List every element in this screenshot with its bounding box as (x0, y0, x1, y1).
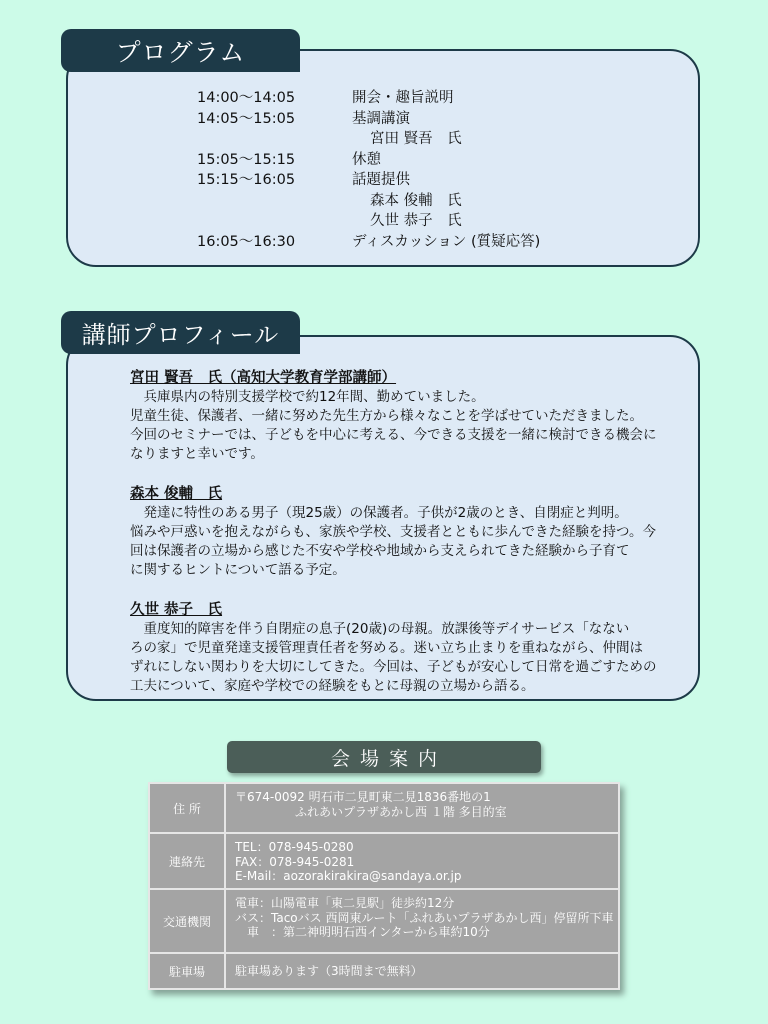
profile-body (130, 388, 670, 464)
schedule-speaker-row (197, 129, 540, 150)
venue-row (150, 954, 618, 988)
schedule-time: 15:15～16:05 (197, 172, 296, 188)
venue-label: 連絡先 (150, 834, 226, 888)
schedule-time-spacer (197, 191, 352, 212)
profile-line: 悩みや戸惑いを抱えながらも、家族や学校、支援者とともに歩んできた経験を持つ。今 (130, 524, 656, 540)
venue-label: 駐車場 (150, 954, 226, 988)
schedule-event: 休憩 (352, 151, 381, 168)
schedule-event: 話題提供 (352, 172, 410, 188)
venue-line: TEL：078-945-0280 (235, 840, 354, 854)
venue-line: 〒674-0092 明石市二見町東二見1836番地の1 (235, 790, 491, 804)
venue-label: 交通機関 (150, 890, 226, 952)
venue-line: 駐車場あります（3時間まで無料） (235, 964, 423, 978)
venue-content (226, 834, 618, 888)
schedule-row (197, 150, 540, 171)
profile-block (130, 600, 670, 696)
venue-table (148, 782, 620, 990)
schedule-speaker: 宮田 賢吾 氏 (370, 131, 462, 147)
profile-line: 回は保護者の立場から感じた不安や学校や地域から支えられてきた経験から子育て (130, 543, 630, 559)
venue-line: ふれあいプラザあかし西 １階 多目的室 (235, 804, 507, 819)
schedule-speaker-row (197, 191, 540, 212)
profile-line: 今回のセミナーでは、子どもを中心に考える、今できる支援を一緒に検討できる機会に (130, 427, 657, 443)
profile-line: 工夫について、家庭や学校での経験をもとに母親の立場から語る。 (130, 678, 535, 694)
profile-line: ろの家」で児童発達支援管理責任者を努める。迷い立ち止まりを重ねながら、仲間は (130, 640, 643, 656)
profile-body (130, 620, 670, 696)
venue-content (226, 784, 618, 832)
schedule-event: ディスカッション (質疑応答) (352, 233, 541, 250)
profile-title: 講師プロフィール (61, 311, 300, 354)
profile-block (130, 368, 670, 464)
schedule-speaker-row (197, 211, 540, 232)
profile-line: ずれにしない関わりを大切にしてきた。今回は、子どもが安心して日常を過ごすための (130, 659, 657, 675)
profile-line: 児童生徒、保護者、一緒に努めた先生方から様々なことを学ばせていただきました。 (130, 408, 643, 424)
schedule-row (197, 232, 540, 253)
schedule-row (197, 88, 540, 109)
venue-row (150, 784, 618, 834)
schedule-time: 16:05～16:30 (197, 233, 296, 250)
venue-line: E-Mail：aozorakirakira@sandaya.or.jp (235, 869, 462, 883)
schedule-list (197, 88, 540, 252)
profile-body (130, 504, 670, 580)
profile-name: 宮田 賢吾 氏（高知大学教育学部講師） (130, 370, 397, 386)
profile-line: 発達に特性のある男子（現25歳）の保護者。子供が2歳のとき、自閉症と判明。 (130, 505, 628, 521)
schedule-event: 開会・趣旨説明 (352, 90, 454, 106)
venue-label: 住 所 (150, 784, 226, 832)
venue-row (150, 890, 618, 954)
profile-name: 久世 恭子 氏 (130, 602, 223, 618)
schedule-time: 14:05～15:05 (197, 110, 296, 127)
program-title: プログラム (61, 29, 300, 72)
schedule-row (197, 109, 540, 130)
venue-line: FAX：078-945-0281 (235, 854, 355, 869)
profile-line: 重度知的障害を伴う自閉症の息子(20歳)の母親。放課後等デイサービス「なない (130, 621, 630, 637)
venue-content (226, 890, 618, 952)
schedule-row (197, 170, 540, 191)
schedule-time: 15:05～15:15 (197, 151, 296, 168)
schedule-speaker: 久世 恭子 氏 (370, 213, 462, 229)
schedule-event: 基調講演 (352, 110, 410, 127)
schedule-time: 14:00～14:05 (197, 90, 296, 106)
profile-line: なりますと幸いです。 (130, 446, 264, 462)
schedule-time-spacer (197, 211, 352, 232)
venue-content (226, 954, 618, 988)
schedule-time-spacer (197, 129, 352, 150)
profile-name: 森本 俊輔 氏 (130, 486, 223, 502)
venue-line: バス：Tacoバス 西岡東ルート「ふれあいプラザあかし西」停留所下車 (235, 910, 614, 925)
venue-line: 車 ：第二神明明石西インターから車約10分 (235, 925, 490, 939)
venue-line: 電車：山陽電車「東二見駅」徒歩約12分 (235, 896, 455, 910)
profile-list (130, 368, 670, 716)
schedule-speaker: 森本 俊輔 氏 (370, 192, 462, 209)
profile-line: に関するヒントについて語る予定。 (130, 562, 346, 578)
venue-row (150, 834, 618, 890)
venue-title: 会場案内 (227, 741, 541, 773)
profile-line: 兵庫県内の特別支援学校で約12年間、勤めていました。 (130, 389, 485, 405)
profile-block (130, 484, 670, 580)
